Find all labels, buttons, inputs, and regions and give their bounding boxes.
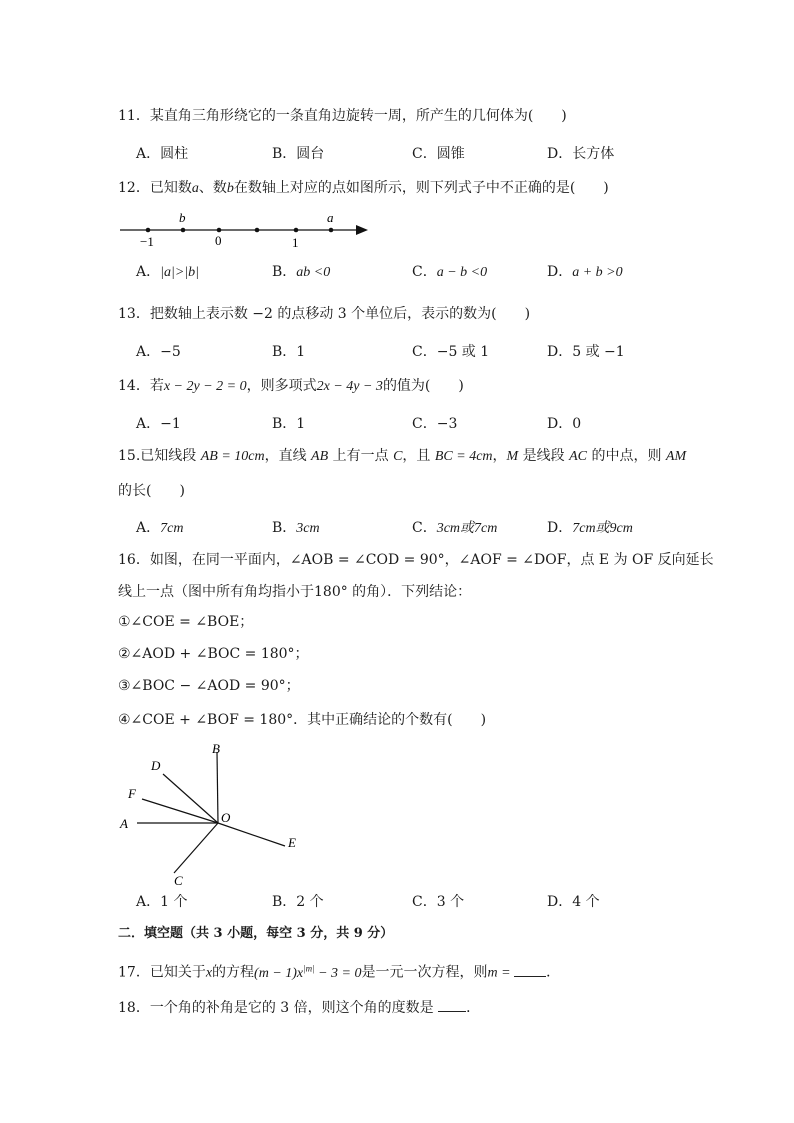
q13-option-d: D．5 或 −1 [547,344,625,360]
q18-stem: 18．一个角的补角是它的 3 倍，则这个角的度数是 ． [118,1000,481,1016]
ray-OE [218,823,285,846]
q11-option-b: B．圆台 [272,146,325,162]
q16-conclusion-2: ②∠AOD + ∠BOC = 180°； [118,646,309,662]
q16-option-d: D．4 个 [547,894,600,910]
label-D: D [151,758,161,773]
q11-option-c: C．圆锥 [412,146,465,162]
q17-answer-blank[interactable] [514,964,546,977]
q11-option-d: D．长方体 [547,146,615,162]
q13-option-c: C．−5 或 1 [412,344,490,360]
number-line-dot [146,228,151,233]
q17-equation: $(m - 1)x^{|m|} - 3 = 0$ [254,963,362,981]
q15-stem-line2: 的长( ) [118,483,185,499]
number-line-dot [255,228,260,233]
q12-stem [118,178,609,199]
number-line-tick-0: 0 [215,233,222,248]
q16-conclusion-4: ④∠COE + ∠BOF = 180°．其中正确结论的个数有( ) [118,712,487,728]
q12-stem-mid: 、数 [198,180,227,196]
q15-option-d: D．7cm或9cm [547,520,633,536]
number-line-dot [217,228,222,233]
q12-option-b: B．ab <0 [272,264,331,280]
number-line-label-a: a [327,210,334,225]
number-line-label-b: b [179,210,186,225]
ray-OF [142,799,218,823]
q12-option-c: C．a − b <0 [412,264,488,280]
q12-stem-suffix: 在数轴上对应的点如图所示，则下列式子中不正确的是( ) [233,180,609,196]
q16-option-a: A．1 个 [136,894,188,910]
q16-angle-figure [110,740,330,890]
label-B: B [212,741,220,756]
q14-polynomial: 2x − 4y − 3 [316,379,383,394]
q16-conclusion-1: ①∠COE = ∠BOE； [118,614,254,630]
q14-stem: 14．若x − 2y − 2 = 0，则多项式2x − 4y − 3的值为( ) [118,378,464,394]
q12-option-a: A．|a|>|b| [136,264,199,280]
number-line-tick-1: 1 [292,235,299,250]
q16-option-b: B．2 个 [272,894,324,910]
q14-option-d: D．0 [547,416,582,432]
q15-option-b: B．3cm [272,520,320,536]
label-C: C [174,873,183,888]
label-E: E [288,835,296,850]
number-line-arrow [356,225,368,235]
q16-stem-line1: 16．如图，在同一平面内，∠AOB = ∠COD = 90°，∠AOF = ∠DOF，点 E 为 OF 反向延长 [118,552,714,568]
q14-option-b: B．1 [272,416,306,432]
label-F: F [128,786,136,801]
q14-option-c: C．−3 [412,416,458,432]
q11-option-a: A．圆柱 [136,146,189,162]
q16-conclusion-3: ③∠BOC − ∠AOD = 90°； [118,678,300,694]
number-line-dot-b [181,228,186,233]
q12-stem-prefix: 12．已知数 [118,180,192,196]
q14-condition: x − 2y − 2 = 0 [163,379,247,394]
q15-option-c: C．3cm或7cm [412,520,498,536]
q12-number-line [118,210,378,250]
q18-answer-blank[interactable] [438,999,466,1012]
q13-option-b: B．1 [272,344,306,360]
q12-var-b: b [226,181,234,196]
q16-stem-line2: 线上一点（图中所有角均指小于180° 的角）．下列结论： [118,584,472,600]
q15-option-a: A．7cm [136,520,184,536]
label-A: A [120,816,128,831]
number-line-dot-a [329,228,334,233]
ray-OC [174,823,218,873]
number-line-tick-neg1: −1 [140,234,154,249]
q13-option-a: A．−5 [136,344,181,360]
q12-option-d: D．a + b >0 [547,264,623,280]
q13-stem: 13．把数轴上表示数 −2 的点移动 3 个单位后，表示的数为( ) [118,306,531,322]
q16-option-c: C．3 个 [412,894,465,910]
q17-stem: 17．已知关于x的方程$(m - 1)x^{|m|} - 3 = 0$是一元一次方程，则m = ． [118,963,561,981]
label-O: O [221,810,231,825]
ray-OB [217,752,218,823]
q11-stem: 11．某直角三角形绕它的一条直角边旋转一周，所产生的几何体为( ) [118,108,567,124]
section-2-heading: 二．填空题（共 3 小题，每空 3 分，共 9 分） [118,926,394,941]
q12-var-a: a [191,181,199,196]
q14-option-a: A．−1 [136,416,181,432]
number-line-dot [294,228,299,233]
ray-OD [163,774,218,823]
q15-stem-line1: 15.已知线段 AB = 10cm，直线 AB 上有一点 C，且 BC = 4cm，M 是线段 AC 的中点，则 AM [118,448,687,464]
